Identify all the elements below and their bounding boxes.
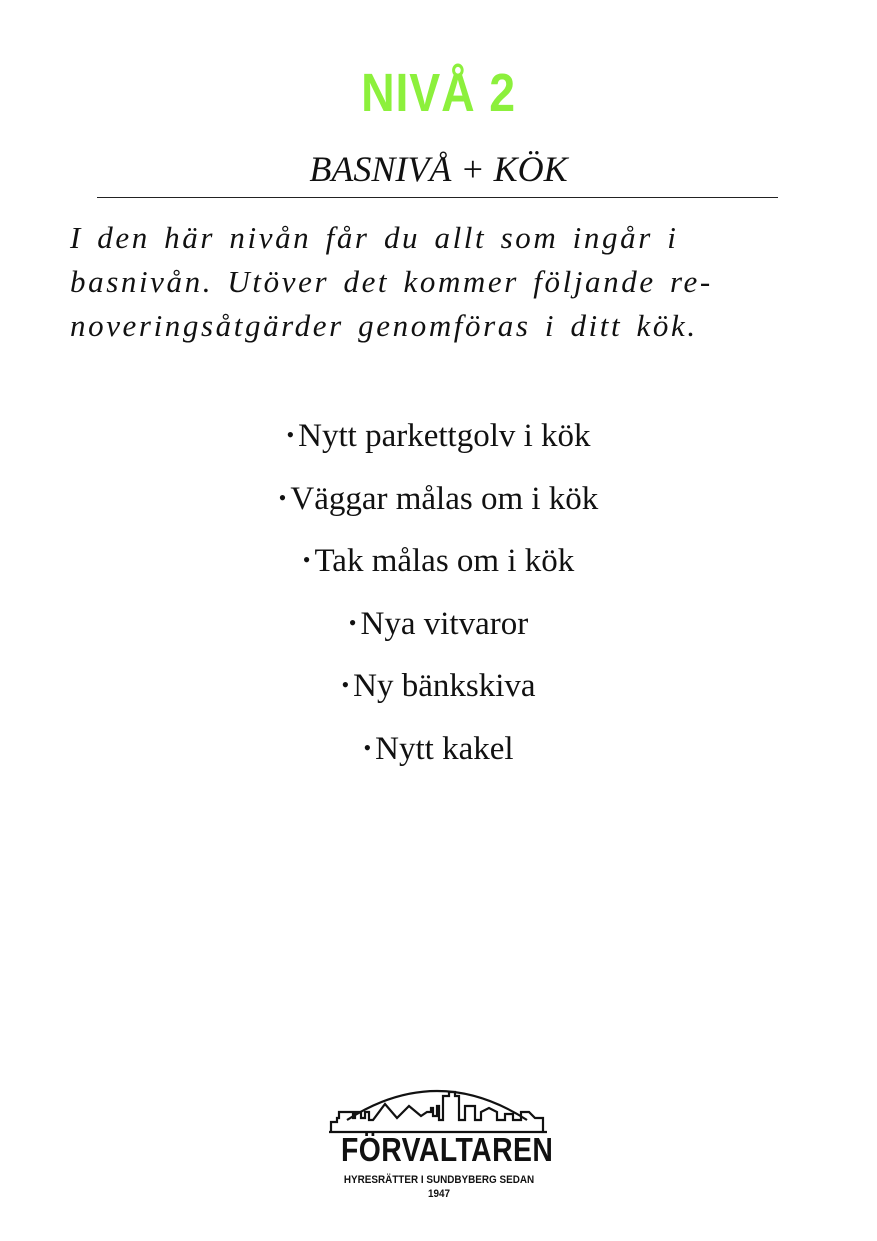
bullet-icon: • (278, 484, 287, 510)
company-logo (325, 1080, 554, 1200)
intro-paragraph: I den här nivån får du allt som ingår i basnivån. Utöver det kommer följande re- noveringsåtgärder genomföras i ditt kök. (70, 220, 713, 343)
list-item (0, 656, 877, 719)
logo-name: FÖRVALTAREN (340, 1131, 554, 1168)
bullet-icon: • (348, 609, 357, 635)
list-item-label: Nytt kakel (375, 730, 514, 767)
divider (97, 197, 778, 198)
skyline-icon (325, 1080, 553, 1134)
list-item (0, 719, 877, 782)
feature-list (0, 406, 877, 781)
bullet-icon: • (341, 672, 350, 697)
list-item-label: Tak målas om i kök (314, 543, 575, 579)
subtitle: BASNIVÅ + KÖK (309, 149, 568, 189)
list-item-label: Väggar målas om i kök (290, 480, 599, 517)
bullet-icon: • (302, 547, 311, 572)
list-item (0, 406, 877, 469)
list-item-label: Nya vitvaror (360, 605, 529, 642)
bullet-icon: • (286, 422, 295, 447)
bullet-icon: • (363, 734, 372, 760)
list-item-label: Ny bänkskiva (353, 668, 536, 704)
list-item (0, 594, 877, 657)
list-item (0, 469, 877, 532)
list-item (0, 531, 877, 594)
logo-tagline: HYRESRÄTTER I SUNDBYBERG SEDAN 1947 (343, 1174, 535, 1200)
list-item-label: Nytt parkettgolv i kök (298, 418, 591, 454)
level-title: NIVÅ 2 (361, 63, 516, 123)
